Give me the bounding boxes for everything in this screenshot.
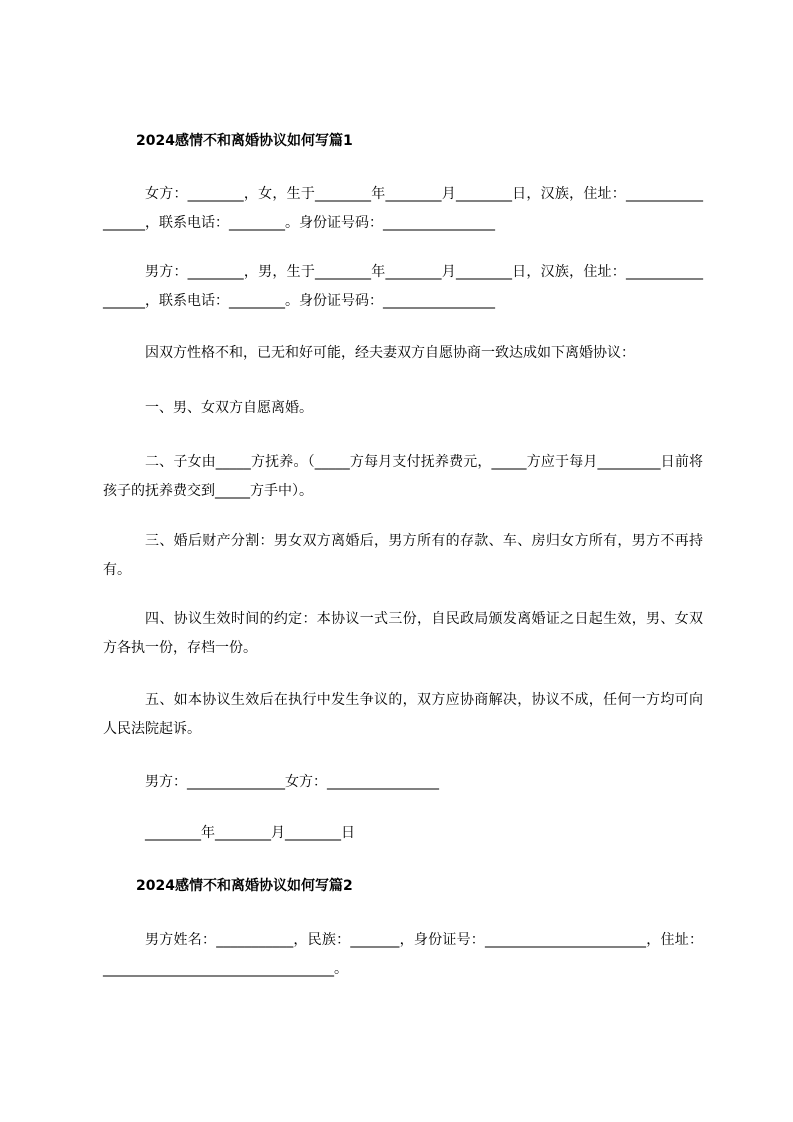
signature-line: 男方：______________女方：________________ — [145, 774, 439, 790]
agreement-intro: 因双方性格不和，已无和好可能，经夫妻双方自愿协商一致达成如下离婚协议： — [145, 345, 635, 361]
clause-5: 五、如本协议生效后在执行中发生争议的，双方应协商解决，协议不成，任何一方均可向人民法院起诉。 — [103, 692, 703, 737]
section-title: 2024感情不和离婚协议如何写篇2 — [136, 878, 353, 894]
male-party-info: 男方：________，男，生于________年________月________日，汉族，住址：_________________，联系电话：________。身份证号码：________________ — [103, 264, 703, 309]
clause-4: 四、协议生效时间的约定：本协议一式三份，自民政局颁发离婚证之日起生效，男、女双方各执一份，存档一份。 — [103, 611, 703, 656]
section-title: 2024感情不和离婚协议如何写篇1 — [136, 133, 353, 149]
clause-3: 三、婚后财产分割：男女双方离婚后，男方所有的存款、车、房归女方所有，男方不再持有。 — [103, 533, 703, 578]
date-line: ________年________月________日 — [145, 825, 355, 841]
clause-1: 一、男、女双方自愿离婚。 — [145, 400, 313, 416]
clause-2: 二、子女由_____方抚养。（_____方每月支付抚养费元，_____方应于每月_________日前将孩子的抚养费交到_____方手中）。 — [103, 454, 703, 499]
female-party-info: 女方：________，女，生于________年________月________日，汉族，住址：_________________，联系电话：________。身份证号码：________________ — [103, 186, 703, 231]
male-name-info: 男方姓名：___________，民族：_______，身份证号：_______________________，住址：_________________________________。 — [103, 932, 703, 977]
